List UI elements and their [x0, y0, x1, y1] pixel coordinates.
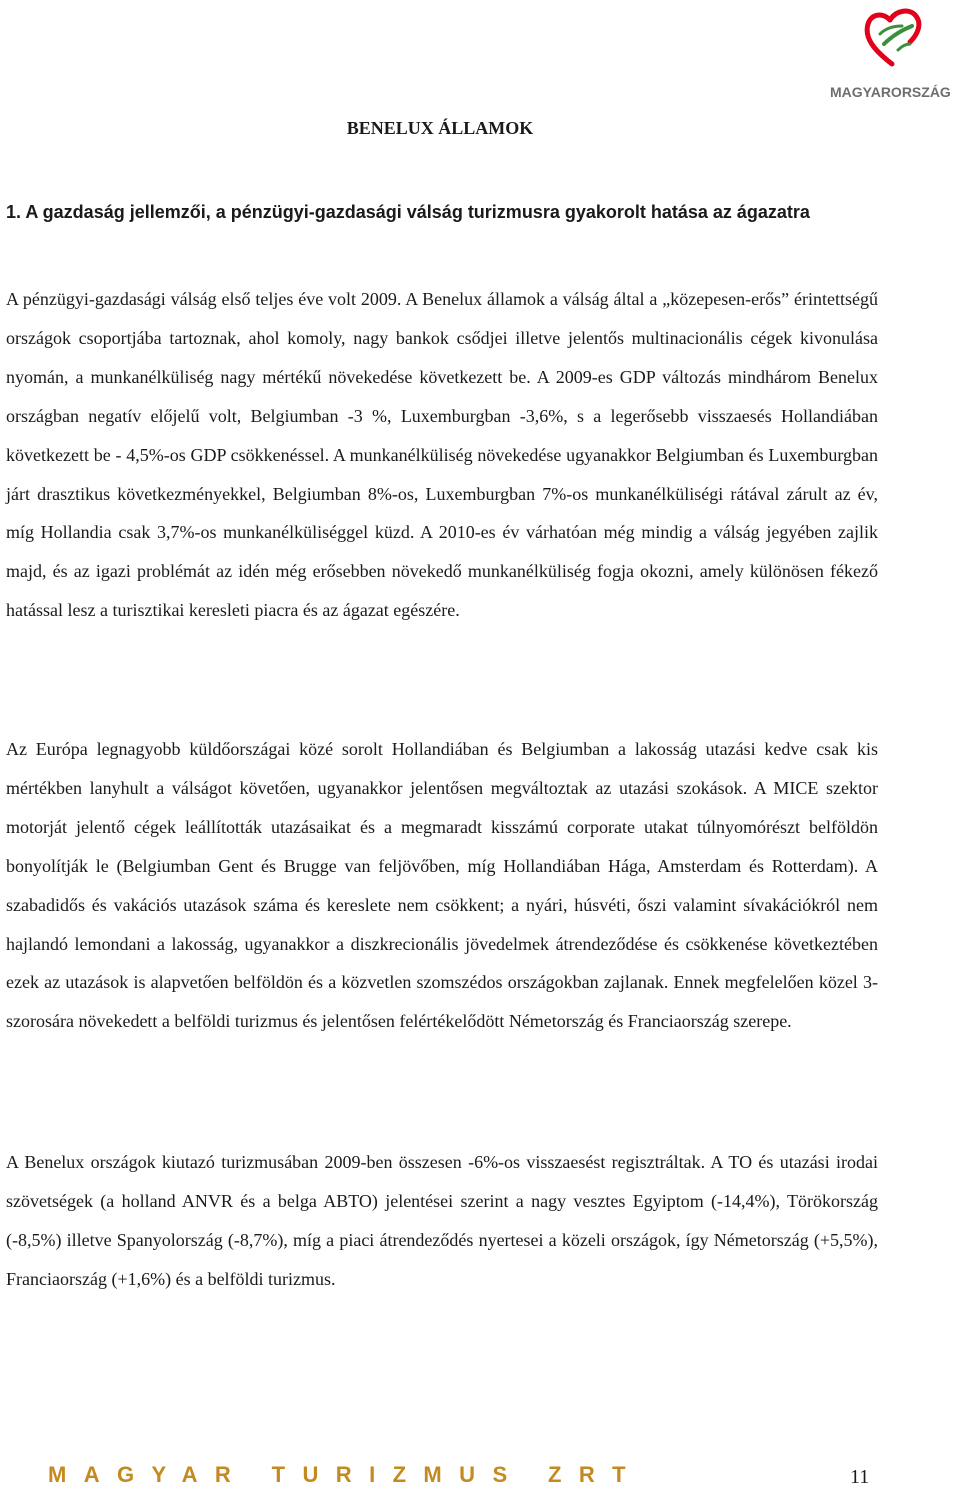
footer-company-name: MAGYAR TURIZMUS ZRT [48, 1462, 643, 1487]
paragraph-3: A Benelux országok kiutazó turizmusában 2009-ben összesen -6%-os visszaesést regisztráltak. A TO és utazási irodai szövetségek (a holland ANVR és a belga ABTO) jelentései szerint a nagy vesztes Egyiptom (-14,4%), Törökország (-8,5%) illetve Spanyolország (-8,7%), míg a piaci átrendeződés nyertesei a közeli országok, így Németország (+5,5%), Franciaország (+1,6%) és a belföldi turizmus. [6, 1152, 878, 1289]
page-number: 11 [850, 1466, 870, 1488]
section-heading: 1. A gazdaság jellemzői, a pénzügyi-gazdasági válság turizmusra gyakorolt hatása az ágazatra [6, 202, 810, 222]
paragraph-2: Az Európa legnagyobb küldőországai közé sorolt Hollandiában és Belgiumban a lakosság utazási kedve csak kis mértékben lanyhult a válságot követően, ugyanakkor jelentősen megváltoztak az utazási szokások. A MICE szektor motorját jelentő cégek leállították utazásaikat és a megmaradt kisszámú corporate utakat túlnyomórészt belföldön bonyolítják le (Belgiumban Gent és Brugge van feljövőben, míg Hollandiában Hága, Amsterdam és Rotterdam). A szabadidős és vakációs utazások száma és kereslete nem csökkent; a nyári, húsvéti, őszi valamint sívakációkról nem hajlandó lemondani a lakosság, ugyanakkor a diszkrecionális jövedelmek átrendeződése és csökkenése következtében ezek az utazások is alapvetően belföldön és a közvetlen szomszédos országokban zajlanak. Ennek megfelelően közel 3-szorosára növekedett a belföldi turizmus és jelentősen felértékelődött Németország és Franciaország szerepe. [6, 739, 878, 1032]
paragraph-1: A pénzügyi-gazdasági válság első teljes éve volt 2009. A Benelux államok a válság által a „közepesen-erős” érintettségű országok csoportjába tartoznak, ahol komoly, nagy bankok csődjei illetve jelentős multinacionális cégek kivonulása nyomán, a munkanélküliség nagy mértékű növekedése következett be. A 2009-es GDP változás mindhárom Benelux országban negatív előjelű volt, Belgiumban -3 %, Luxemburgban -3,6%, s a legerősebb visszaesés Hollandiában következett be - 4,5%-os GDP csökkenéssel. A munkanélküliség növekedése ugyanakkor Belgiumban és Luxemburgban járt drasztikus következményekkel, Belgiumban 8%-os, Luxemburgban 7%-os munkanélküliségi rátával zárult az év, míg Hollandia csak 3,7%-os munkanélküliséggel küzd. A 2010-es év várhatóan még mindig a válság jegyében zajlik majd, és az igazi problémát az idén még erősebben növekedő munkanélküliség fogja okozni, amely különösen fékező hatással lesz a turisztikai keresleti piacra és az ágazat egészére. [6, 289, 878, 621]
magyarorszag-logo [826, 4, 956, 100]
logo-wordmark: MAGYARORSZÁG [830, 84, 951, 100]
heart-logo-icon [862, 4, 924, 70]
document-title: BENELUX ÁLLAMOK [346, 118, 534, 138]
